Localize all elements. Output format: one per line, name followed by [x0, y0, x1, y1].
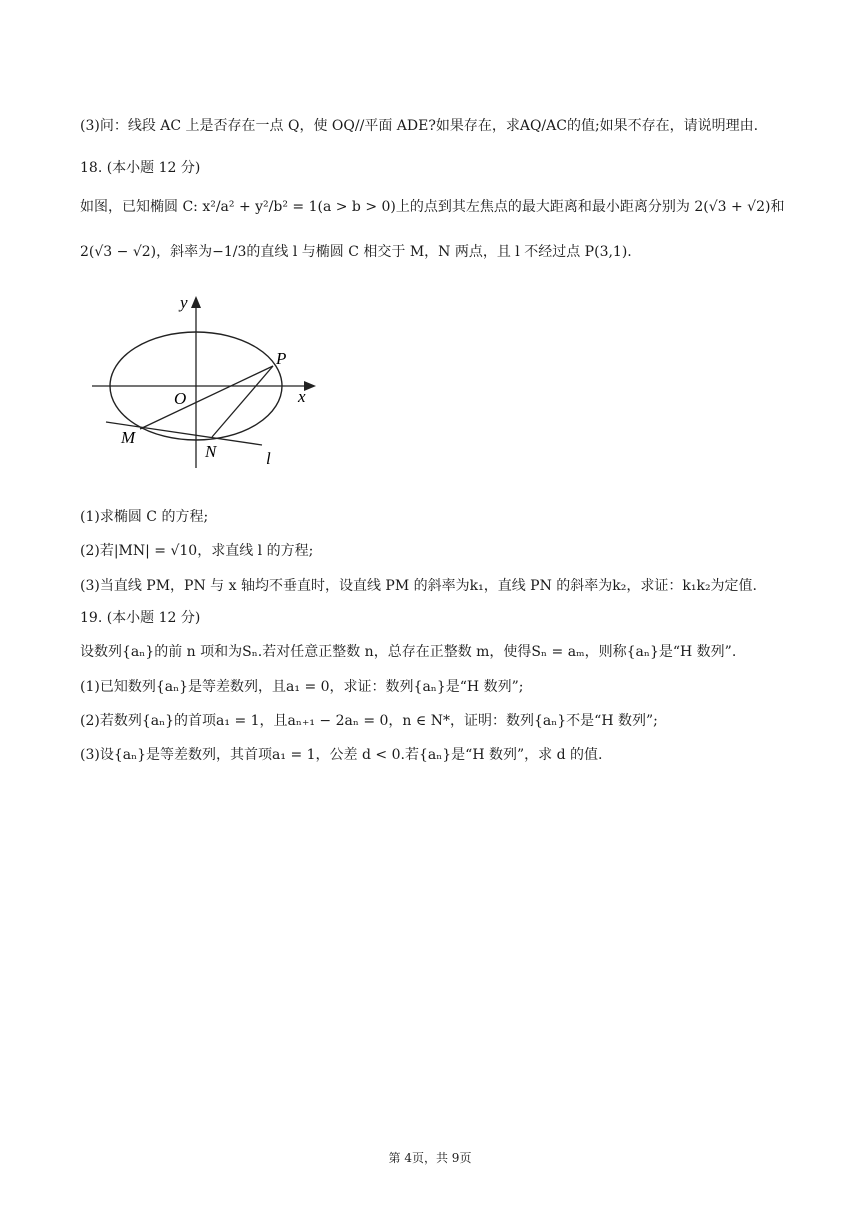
- label-l: l: [266, 449, 271, 468]
- q19-intro: 设数列{aₙ}的前 n 项和为Sₙ.若对任意正整数 n，总存在正整数 m，使得Sₙ = aₘ，则称{aₙ}是“H 数列”.: [80, 644, 737, 660]
- segment-pm: [140, 366, 273, 429]
- segment-pn: [212, 366, 273, 437]
- label-x: x: [298, 387, 306, 406]
- label-y: y: [180, 293, 188, 312]
- q19-part1: (1)已知数列{aₙ}是等差数列，且a₁ = 0，求证：数列{aₙ}是“H 数列”;: [80, 679, 524, 695]
- q18-intro-line1: 如图，已知椭圆 C: x²/a² + y²/b² = 1(a > b > 0)上的点到其左焦点的最大距离和最小距离分别为 2(√3 + √2)和: [80, 199, 785, 215]
- label-o: O: [174, 389, 187, 408]
- q18-part2: (2)若|MN| = √10，求直线 l 的方程;: [80, 543, 314, 559]
- page-footer: 第 4页，共 9页: [388, 1151, 472, 1165]
- label-p: P: [276, 349, 287, 368]
- q18-part1: (1)求椭圆 C 的方程;: [80, 509, 209, 525]
- q18-part3: (3)当直线 PM，PN 与 x 轴均不垂直时，设直线 PM 的斜率为k₁，直线 PN 的斜率为k₂，求证：k₁k₂为定值.: [80, 578, 758, 594]
- q18-intro-line2: 2(√3 − √2)，斜率为−1/3的直线 l 与椭圆 C 相交于 M，N 两点，且 l 不经过点 P(3,1).: [80, 244, 632, 260]
- y-axis-arrow: [191, 296, 201, 308]
- label-m: M: [121, 428, 136, 447]
- x-axis-arrow: [304, 381, 316, 391]
- q17-part3: (3)问：线段 AC 上是否存在一点 Q，使 OQ//平面 ADE?如果存在，求AQ/AC的值;如果不存在，请说明理由.: [80, 118, 759, 134]
- q19-part2: (2)若数列{aₙ}的首项a₁ = 1，且aₙ₊₁ − 2aₙ = 0，n ∈ N*，证明：数列{aₙ}不是“H 数列”;: [80, 713, 658, 729]
- q19-part3: (3)设{aₙ}是等差数列，其首项a₁ = 1，公差 d < 0.若{aₙ}是“H 数列”，求 d 的值.: [80, 747, 603, 763]
- label-n: N: [205, 442, 217, 461]
- q19-header: 19. (本小题 12 分): [80, 610, 201, 626]
- ellipse-figure: [88, 286, 328, 476]
- q18-header: 18. (本小题 12 分): [80, 160, 201, 176]
